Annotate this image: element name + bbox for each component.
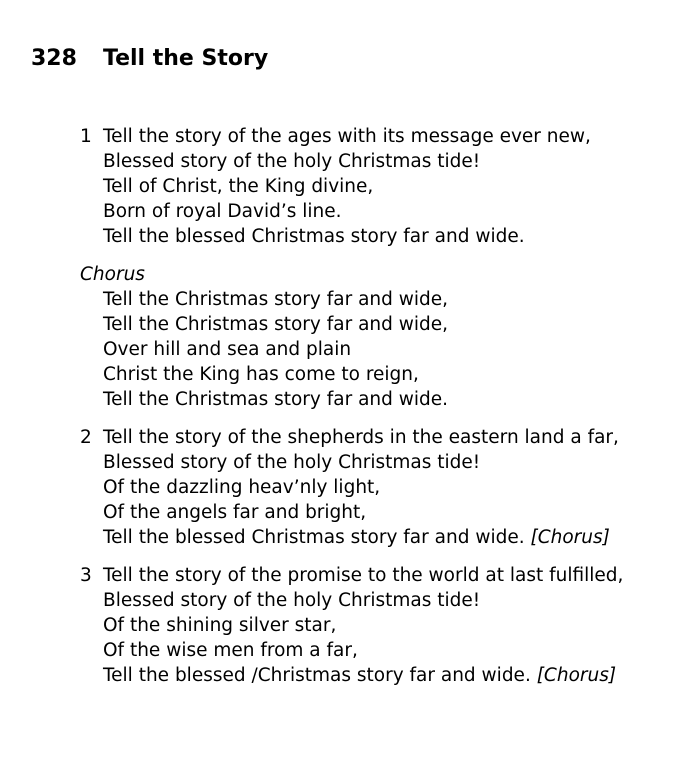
verse-line (80, 663, 623, 688)
verse-line-text: Tell the blessed Christmas story far and wide. (103, 527, 525, 548)
verse-line: Of the angels far and bright, (103, 502, 367, 523)
verse-3 (80, 563, 623, 688)
verse-1 (80, 124, 623, 249)
verse-line-text: Tell the story of the promise to the world at last fulfilled, (103, 565, 624, 586)
chorus-line: Christ the King has come to reign, (103, 364, 419, 385)
chorus (80, 262, 623, 412)
chorus-reference: [Chorus] (530, 527, 610, 548)
verse-line-text: Tell the story of the ages with its message ever new, (103, 126, 591, 147)
verse-number: 1 (80, 126, 92, 147)
hymn-content (80, 124, 623, 701)
verse-line (80, 124, 623, 149)
verse-line: Of the wise men from a far, (103, 640, 358, 661)
chorus-line: Tell the Christmas story far and wide, (103, 314, 449, 335)
verse-line: Of the dazzling heav’nly light, (103, 477, 381, 498)
chorus-label: Chorus (80, 264, 145, 285)
verse-line-text: Tell the story of the shepherds in the eastern land a far, (103, 427, 619, 448)
verse-line: Blessed story of the holy Christmas tide! (103, 151, 481, 172)
verse-line (80, 563, 623, 588)
hymn-number: 328 (31, 46, 77, 71)
chorus-line: Over hill and sea and plain (103, 339, 352, 360)
verse-line (80, 425, 623, 450)
verse-2 (80, 425, 623, 550)
verse-line: Born of royal David’s line. (103, 201, 342, 222)
verse-line: Blessed story of the holy Christmas tide! (103, 590, 481, 611)
hymn-header (31, 44, 268, 74)
hymn-title: Tell the Story (103, 46, 269, 71)
verse-line-text: Tell the blessed /Christmas story far and wide. (103, 665, 531, 686)
verse-line: Of the shining silver star, (103, 615, 337, 636)
chorus-line: Tell the Christmas story far and wide, (103, 289, 449, 310)
chorus-reference: [Chorus] (536, 665, 617, 686)
verse-line: Tell of Christ, the King divine, (103, 176, 374, 197)
verse-line: Blessed story of the holy Christmas tide! (103, 452, 481, 473)
verse-number: 2 (80, 427, 92, 448)
verse-line (80, 525, 623, 550)
chorus-line: Tell the Christmas story far and wide. (103, 389, 449, 410)
verse-line: Tell the blessed Christmas story far and wide. (103, 226, 525, 247)
verse-number: 3 (80, 565, 92, 586)
